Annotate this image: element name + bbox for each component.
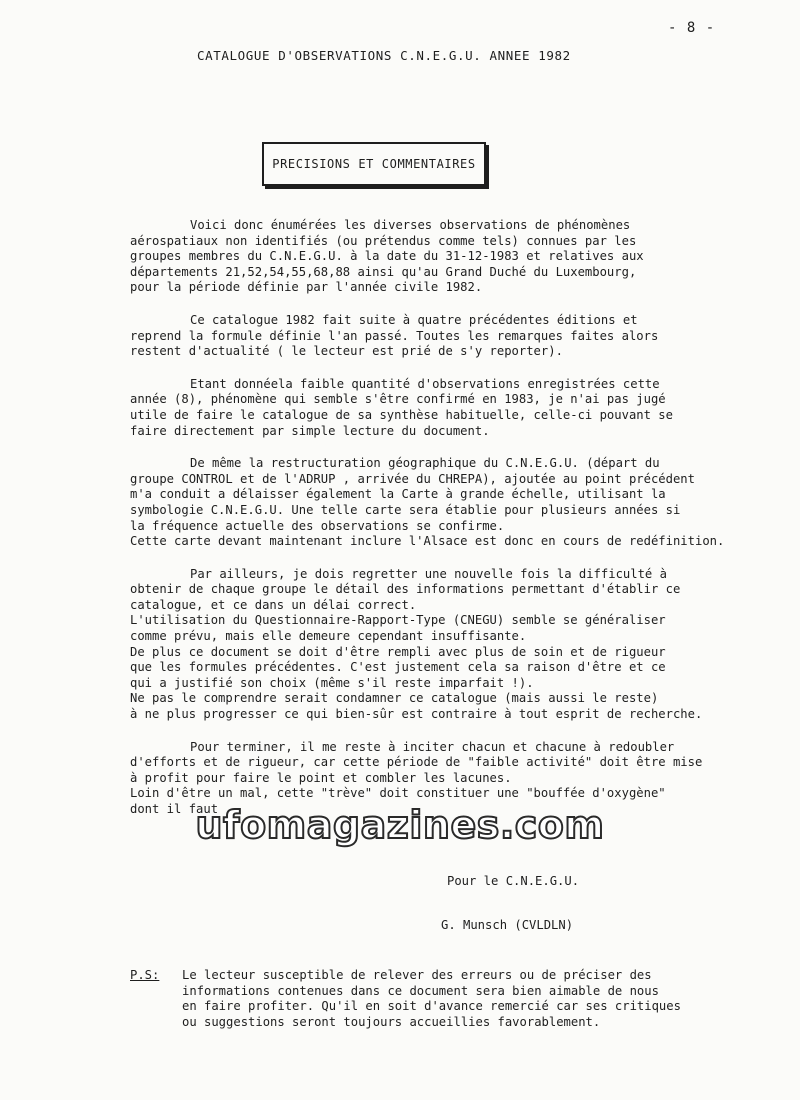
watermark: ufomagazines.com	[195, 803, 605, 847]
paragraph	[130, 377, 770, 439]
signature-name: G. Munsch (CVLDLN)	[441, 918, 574, 932]
text-line: reprend la formule définie l'an passé. Toutes les remarques faites alors	[130, 328, 659, 343]
signature-for-line: Pour le C.N.E.G.U.	[447, 874, 580, 888]
text-line: en faire profiter. Qu'il en soit d'avance remercié car ses critiques	[182, 999, 681, 1014]
paragraph	[130, 313, 770, 360]
text-line: L'utilisation du Questionnaire-Rapport-Type (CNEGU) semble se généraliser	[130, 613, 666, 628]
text-line: De même la restructuration géographique du C.N.E.G.U. (départ du	[190, 456, 660, 471]
text-line: De plus ce document se doit d'être rempli avec plus de soin et de rigueur	[130, 644, 666, 659]
text-line: restent d'actualité ( le lecteur est prié de s'y reporter).	[130, 344, 563, 359]
text-line: Loin d'être un mal, cette "trève" doit constituer une "bouffée d'oxygène"	[130, 786, 666, 801]
section-title-box	[262, 142, 486, 186]
text-line: départements 21,52,54,55,68,88 ainsi qu'au Grand Duché du Luxembourg,	[130, 264, 637, 279]
body-text	[130, 218, 770, 835]
paragraph	[130, 456, 770, 550]
postscript-label: P.S:	[130, 968, 160, 982]
text-line: à profit pour faire le point et combler les lacunes.	[130, 770, 512, 785]
text-line: d'efforts et de rigueur, car cette période de "faible activité" doit être mise	[130, 755, 703, 770]
text-line: Le lecteur susceptible de relever des erreurs ou de préciser des	[182, 968, 652, 982]
text-line: Cette carte devant maintenant inclure l'Alsace est donc en cours de redéfinition.	[130, 534, 725, 549]
text-line: m'a conduit a délaisser également la Carte à grande échelle, utilisant la	[130, 487, 666, 502]
text-line: symbologie C.N.E.G.U. Une telle carte sera établie pour plusieurs années si	[130, 502, 681, 517]
text-line: informations contenues dans ce document sera bien aimable de nous	[182, 983, 659, 998]
text-line: catalogue, et ce dans un délai correct.	[130, 597, 417, 612]
text-line: obtenir de chaque groupe le détail des informations permettant d'établir ce	[130, 582, 681, 597]
signature-block	[441, 873, 580, 933]
text-line: Ne pas le comprendre serait condamner ce catalogue (mais aussi le reste)	[130, 691, 659, 706]
running-header: CATALOGUE D'OBSERVATIONS C.N.E.G.U. ANNEE 1982	[197, 48, 571, 63]
text-line: année (8), phénomène qui semble s'être confirmé en 1983, je n'ai pas jugé	[130, 392, 666, 407]
text-line: faire directement par simple lecture du document.	[130, 423, 490, 438]
postscript-text	[182, 968, 681, 1030]
text-line: groupe CONTROL et de l'ADRUP , arrivée du CHREPA), ajoutée au point précédent	[130, 471, 695, 486]
text-line: Pour terminer, il me reste à inciter chacun et chacune à redoubler	[190, 739, 675, 754]
text-line: Ce catalogue 1982 fait suite à quatre précédentes éditions et	[190, 312, 638, 327]
text-line: que les formules précédentes. C'est justement cela sa raison d'être et ce	[130, 660, 666, 675]
text-line: dont il faut	[130, 802, 219, 816]
text-line: groupes membres du C.N.E.G.U. à la date du 31-12-1983 et relatives aux	[130, 249, 644, 264]
text-line: la fréquence actuelle des observations se confirme.	[130, 518, 505, 533]
text-line: Par ailleurs, je dois regretter une nouvelle fois la difficulté à	[190, 566, 667, 581]
text-line: comme prévu, mais elle demeure cependant insuffisante.	[130, 629, 527, 644]
text-line: utile de faire le catalogue de sa synthèse habituelle, celle-ci pouvant se	[130, 407, 673, 422]
text-line: qui a justifié son choix (même s'il reste imparfait !).	[130, 675, 534, 690]
text-line: pour la période définie par l'année civile 1982.	[130, 280, 483, 295]
section-title: PRECISIONS ET COMMENTAIRES	[272, 157, 476, 171]
text-line: Etant donnéela faible quantité d'observations enregistrées cette	[190, 376, 660, 391]
text-line: aérospatiaux non identifiés (ou prétendus comme tels) connues par les	[130, 233, 637, 248]
text-line: Voici donc énumérées les diverses observations de phénomènes	[190, 218, 631, 232]
page-number: - 8 -	[668, 20, 716, 36]
paragraph	[130, 218, 770, 296]
paragraph	[130, 567, 770, 723]
text-line: à ne plus progresser ce qui bien-sûr est contraire à tout esprit de recherche.	[130, 707, 703, 722]
text-line: ou suggestions seront toujours accueillies favorablement.	[182, 1014, 601, 1029]
